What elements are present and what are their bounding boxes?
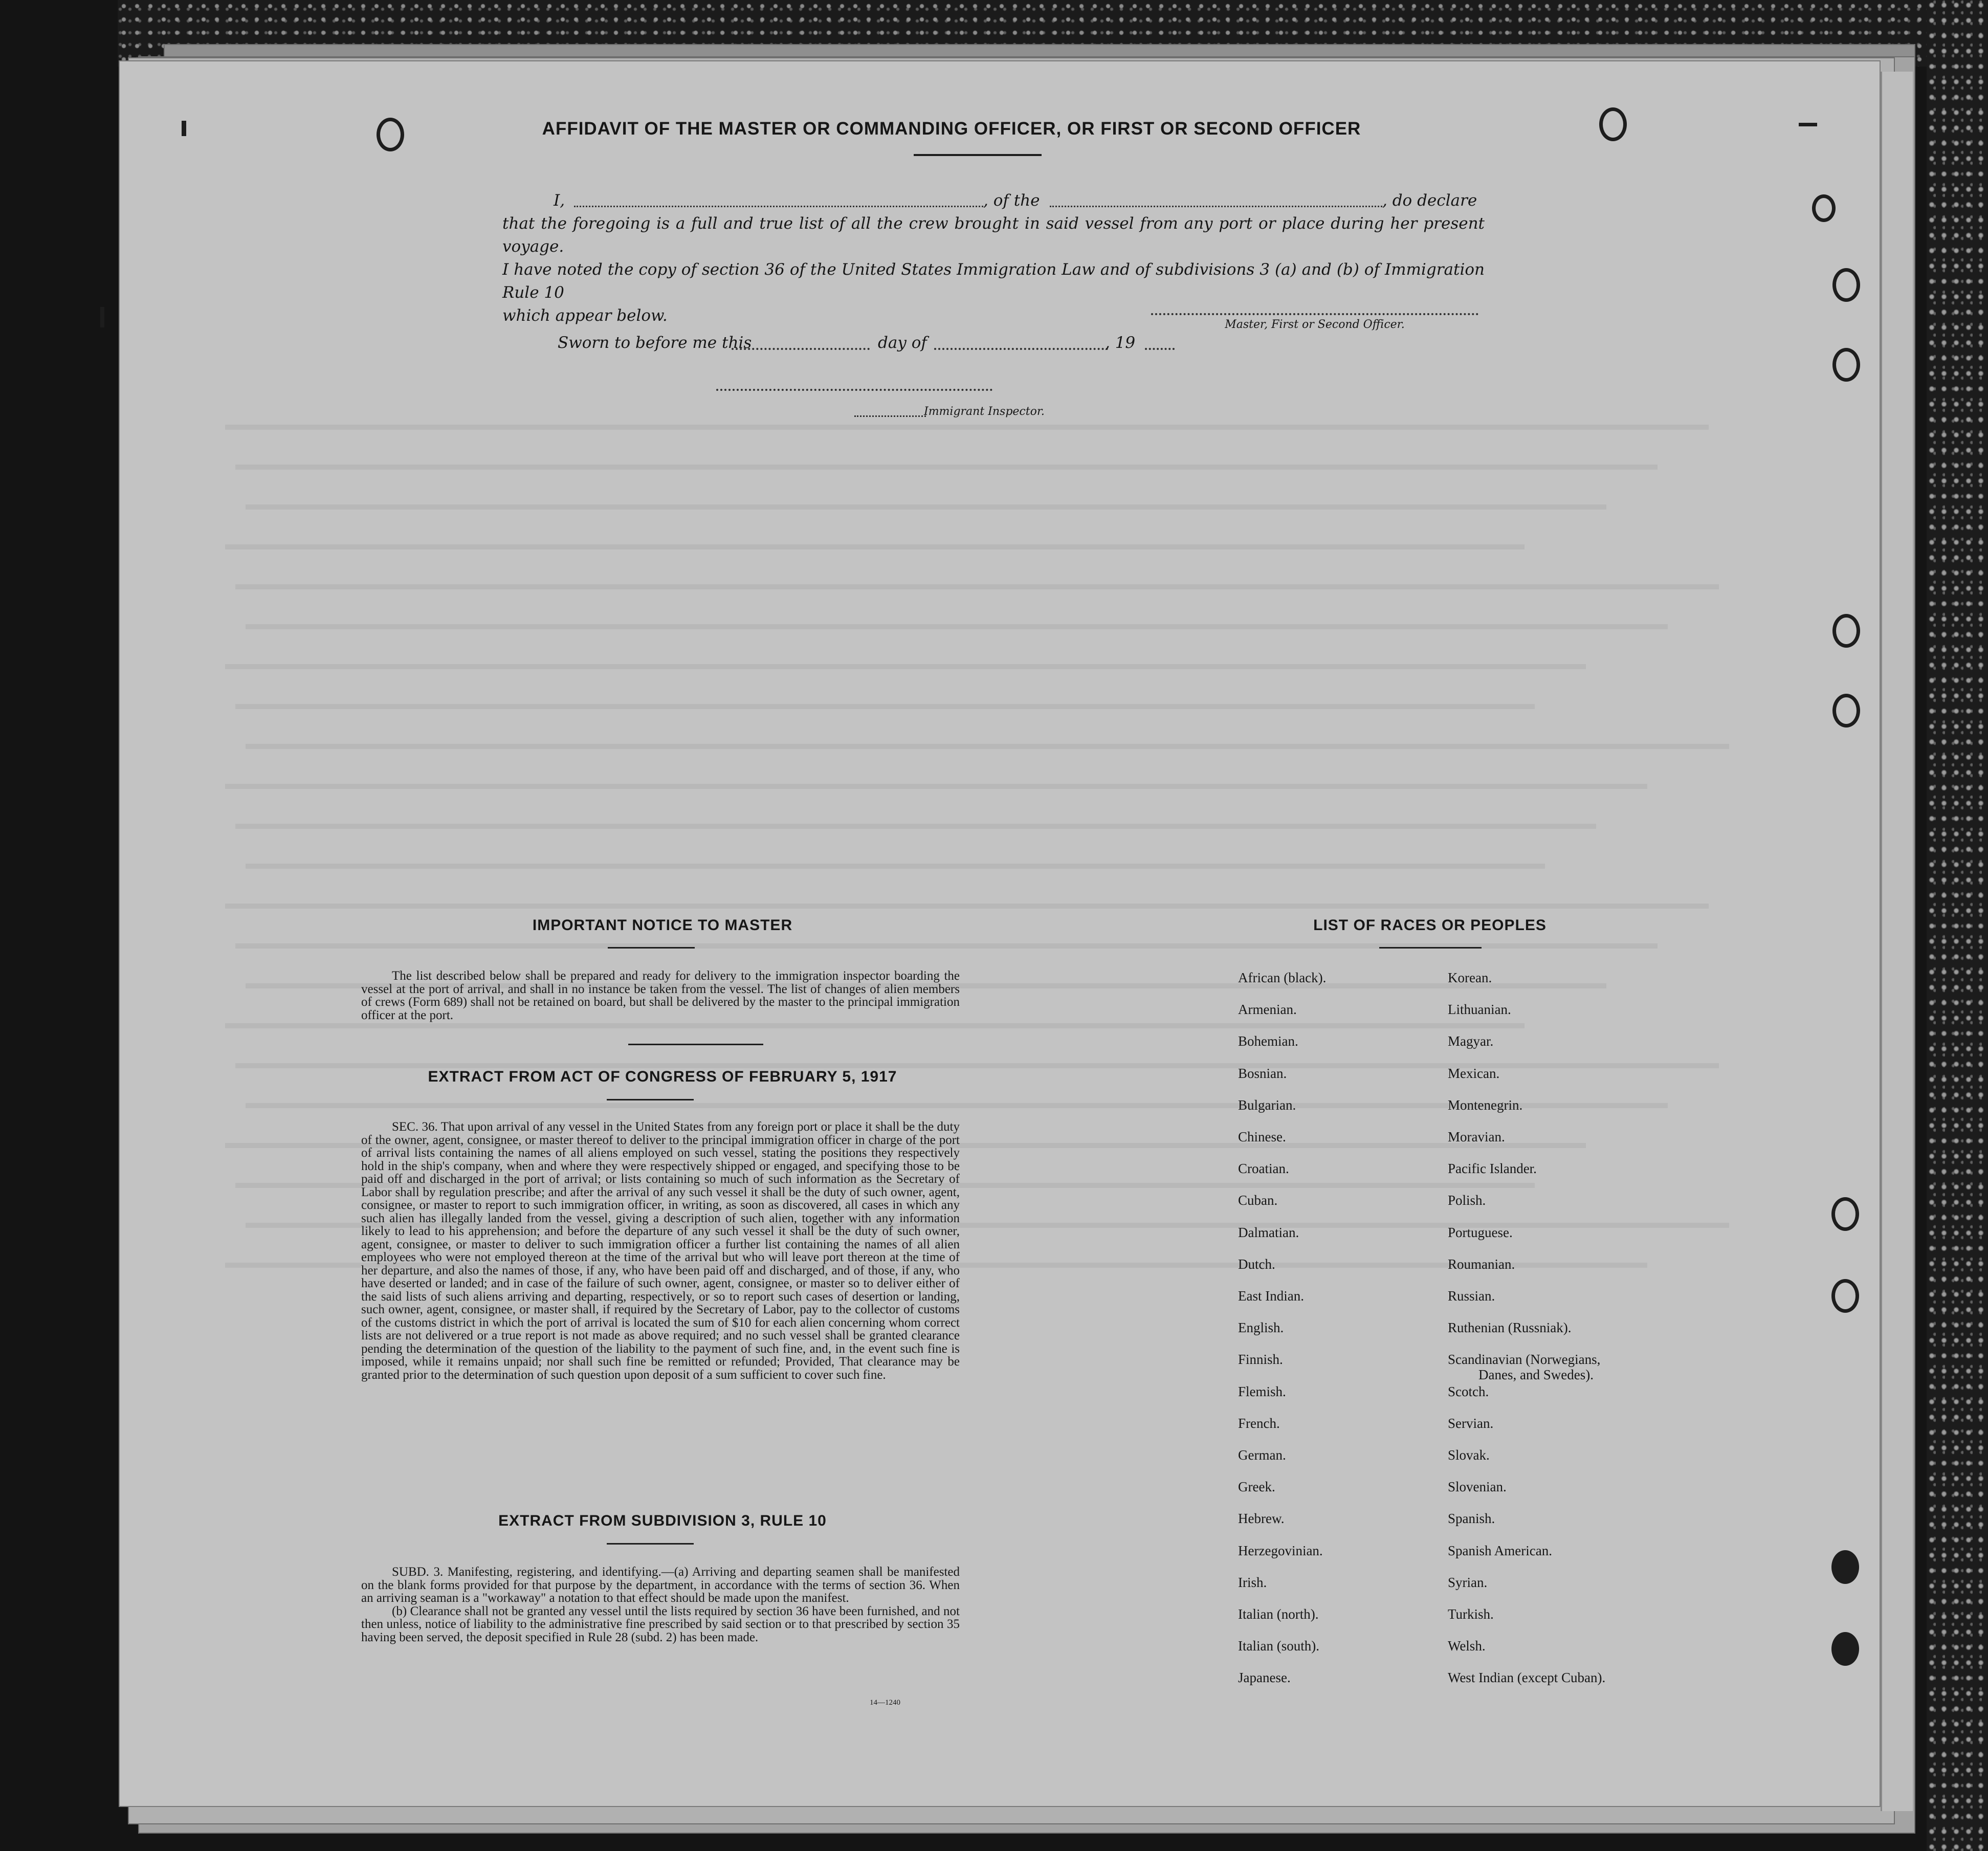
notice-paragraph: The list described below shall be prepared and ready for delivery to the immigration inspector boarding the vessel at the port of arrival, and shall in no instance be taken from the vessel. The list of changes of alien members of crews (Form 689) shall not be retained on board, but shall be delivered by the master to the principal immigration officer at the port. [361,969,960,1022]
rule-paragraph-a: SUBD. 3. Manifesting, registering, and identifying.—(a) Arriving and departing seamen shall be manifested on the blank forms provided for that purpose by the department, in accordance with the terms of section 36. When an arriving seaman is a "workaway" a notation to that effect should be made upon the manifest. [361,1565,960,1605]
declarant-label: I, [554,191,565,210]
race-item: Herzegovinian. [1238,1542,1323,1558]
affidavit-line: which appear below. [502,306,668,325]
act-text-block [361,1120,960,1381]
signature-line[interactable] [1151,313,1478,315]
rule-text-block [361,1566,960,1644]
notice-text-block [361,969,960,1022]
races-heading: LIST OF RACES OR PEOPLES [1313,917,1547,934]
divider [1379,947,1482,949]
race-item: Dutch. [1238,1256,1275,1272]
bleed-through-row [225,664,1586,669]
bleed-through-row [235,704,1535,709]
punch-hole [1812,194,1836,222]
race-item: Slovak. [1448,1447,1490,1463]
ink-mark [100,307,104,327]
act-heading: EXTRACT FROM ACT OF CONGRESS OF FEBRUARY 5, 1917 [428,1068,897,1085]
race-item: African (black). [1238,970,1327,985]
sworn-month-field[interactable] [934,348,1108,350]
race-item: Spanish. [1448,1511,1495,1527]
ink-mark [1799,123,1817,126]
race-item: Bosnian. [1238,1065,1287,1081]
punch-hole [1831,1550,1859,1584]
punch-hole [1832,268,1860,302]
race-item: East Indian. [1238,1288,1304,1304]
race-item: Bohemian. [1238,1033,1298,1049]
day-of-label: day of [878,334,927,352]
race-item: Chinese. [1238,1129,1286,1144]
race-item: Syrian. [1448,1574,1488,1590]
race-item: Hebrew. [1238,1511,1285,1527]
race-item: Montenegrin. [1448,1097,1523,1113]
punch-hole [377,118,404,151]
race-item: Turkish. [1448,1606,1494,1622]
race-item: West Indian (except Cuban). [1448,1670,1606,1686]
bleed-through-row [225,425,1709,430]
bleed-through-row [225,784,1647,789]
race-item: Japanese. [1238,1670,1291,1686]
bleed-through-row [235,465,1658,470]
race-item: Ruthenian (Russniak). [1448,1320,1572,1336]
act-paragraph: SEC. 36. That upon arrival of any vessel in the United States from any foreign port or place it shall be the duty of the owner, agent, consignee, or master thereof to deliver to the principal immigration officer in charge of the port of arrival lists containing the names of all aliens employed on such vessel, stating the positions they respectively hold in the ship's company, when and where they were respectively shipped or engaged, and specifying those to be paid off and discharged in the port of arrival; or lists containing so much of such information as the Secretary of Labor shall by regulation prescribe; and after the arrival of any such vessel it shall be the duty of such owner, agent, consignee, or master to report to such immigration officer, in writing, as soon as discovered, all cases in which any such alien has illegally landed from the vessel, giving a description of such alien, together with any information likely to lead to his apprehension; and before the departure of any such vessel it shall be the duty of such owner, agent, consignee, or master to deliver to such immigration officer a further list containing the names of all alien employees who were not employed thereon at the time of the arrival but who will leave port thereon at the time of her departure, and also the names of those, if any, who have been paid off and discharged, and of those, if any, who have deserted or landed; and in case of the failure of such owner, agent, consignee, or master so to deliver either of the said lists of such aliens arriving and departing, respectively, or so to report such cases of desertion or landing, such owner, agent, consignee, or master shall, if required by the Secretary of Labor, pay to the collector of customs of the customs district in which the port of arrival is located the sum of $10 for each alien concerning whom correct lists are not delivered or a true report is not made as above required; and no such vessel shall be granted clearance pending the determination of the question of the liability to the payment of such fine, and, in the event such fine is imposed, while it remains unpaid; nor shall such fine be remitted or refunded; Provided, That clearance may be granted prior to the determination of such question upon deposit of a sum sufficient to cover such fine. [361,1120,960,1382]
race-item: Servian. [1448,1415,1494,1431]
rule-heading: EXTRACT FROM SUBDIVISION 3, RULE 10 [498,1512,827,1529]
race-item: Magyar. [1448,1033,1494,1049]
punch-hole [1832,694,1860,728]
ink-mark [182,121,186,136]
sworn-year-field[interactable] [1145,348,1175,350]
race-item: Spanish American. [1448,1542,1552,1558]
race-item: Italian (south). [1238,1638,1319,1654]
race-item: Armenian. [1238,1002,1297,1018]
affidavit-line: that the foregoing is a full and true list of all the crew brought in said vessel from any port or place during her present voyage. [502,214,1485,256]
declarant-name-field[interactable] [574,193,983,207]
race-item: Cuban. [1238,1193,1278,1208]
do-declare-label: , do declare [1382,191,1477,210]
race-item: Finnish. [1238,1352,1283,1368]
race-item: Dalmatian. [1238,1224,1299,1240]
race-item: Croatian. [1238,1161,1289,1177]
race-item: Irish. [1238,1574,1267,1590]
form-number: 14—1240 [870,1699,900,1707]
race-item: Pacific Islander. [1448,1161,1537,1177]
race-item: Greek. [1238,1479,1275,1495]
bleed-through-row [246,624,1668,629]
leader-dots [854,415,926,417]
sworn-day-field[interactable] [732,348,870,350]
bleed-through-row [225,904,1709,909]
race-item: German. [1238,1447,1286,1463]
inspector-signature-line[interactable] [716,389,992,391]
punch-hole [1832,348,1860,382]
race-item: Scotch. [1448,1383,1489,1399]
race-item: Moravian. [1448,1129,1505,1144]
divider [607,1543,694,1545]
bleed-through-row [235,584,1719,589]
race-item-continuation: Danes, and Swedes). [1478,1367,1594,1383]
divider [607,1099,694,1100]
bleed-through-row [235,824,1596,829]
races-left-column [1238,970,1443,1696]
punch-hole [1831,1197,1859,1231]
sworn-label: Sworn to before me this [558,334,752,352]
race-item: Polish. [1448,1193,1486,1208]
race-item: Italian (north). [1238,1606,1319,1622]
race-item: Korean. [1448,970,1492,985]
race-item: Slovenian. [1448,1479,1507,1495]
race-item: Welsh. [1448,1638,1486,1654]
affidavit-line: I have noted the copy of section 36 of the United States Immigration Law and of subdivisions 3 (a) and (b) of Immigration Rule 10 [502,260,1485,302]
notice-heading: IMPORTANT NOTICE TO MASTER [532,917,793,934]
bleed-through-row [246,864,1545,869]
race-item: Roumanian. [1448,1256,1515,1272]
race-item: Lithuanian. [1448,1002,1511,1018]
inspector-caption: Immigrant Inspector. [924,405,1045,418]
affidavit-body [502,189,1485,327]
race-item: English. [1238,1320,1284,1336]
divider [628,1044,763,1045]
divider [914,154,1042,156]
divider [608,947,695,949]
bleed-through-row [225,544,1525,549]
year-label: , 19 [1105,334,1136,352]
of-the-label: , of the [983,191,1040,210]
race-item: Mexican. [1448,1065,1500,1081]
bleed-through-row [246,744,1729,749]
race-item: Scandinavian (Norwegians, [1448,1352,1601,1368]
signature-caption: Master, First or Second Officer. [1225,318,1405,331]
vessel-name-field[interactable] [1050,193,1382,207]
punch-hole [1831,1279,1859,1313]
rule-paragraph-b: (b) Clearance shall not be granted any vessel until the lists required by section 36 have been furnished, and not then unless, notice of liability to the administrative fine prescribed by said section or to that prescribed by section 35 having been served, the deposit specified in Rule 28 (subd. 2) has been made. [361,1604,960,1644]
races-right-column [1448,970,1652,1696]
race-item: Portuguese. [1448,1224,1513,1240]
decorative-border-right [1927,0,1988,1851]
race-item: Bulgarian. [1238,1097,1296,1113]
race-item: Russian. [1448,1288,1495,1304]
punch-hole [1599,107,1627,141]
punch-hole [1832,614,1860,648]
punch-hole [1831,1632,1859,1666]
race-item: French. [1238,1415,1280,1431]
race-item: Flemish. [1238,1383,1286,1399]
bleed-through-row [246,504,1606,510]
affidavit-title: AFFIDAVIT OF THE MASTER OR COMMANDING OFFICER, OR FIRST OR SECOND OFFICER [542,119,1361,139]
page-edge-strip [1881,72,1913,1811]
